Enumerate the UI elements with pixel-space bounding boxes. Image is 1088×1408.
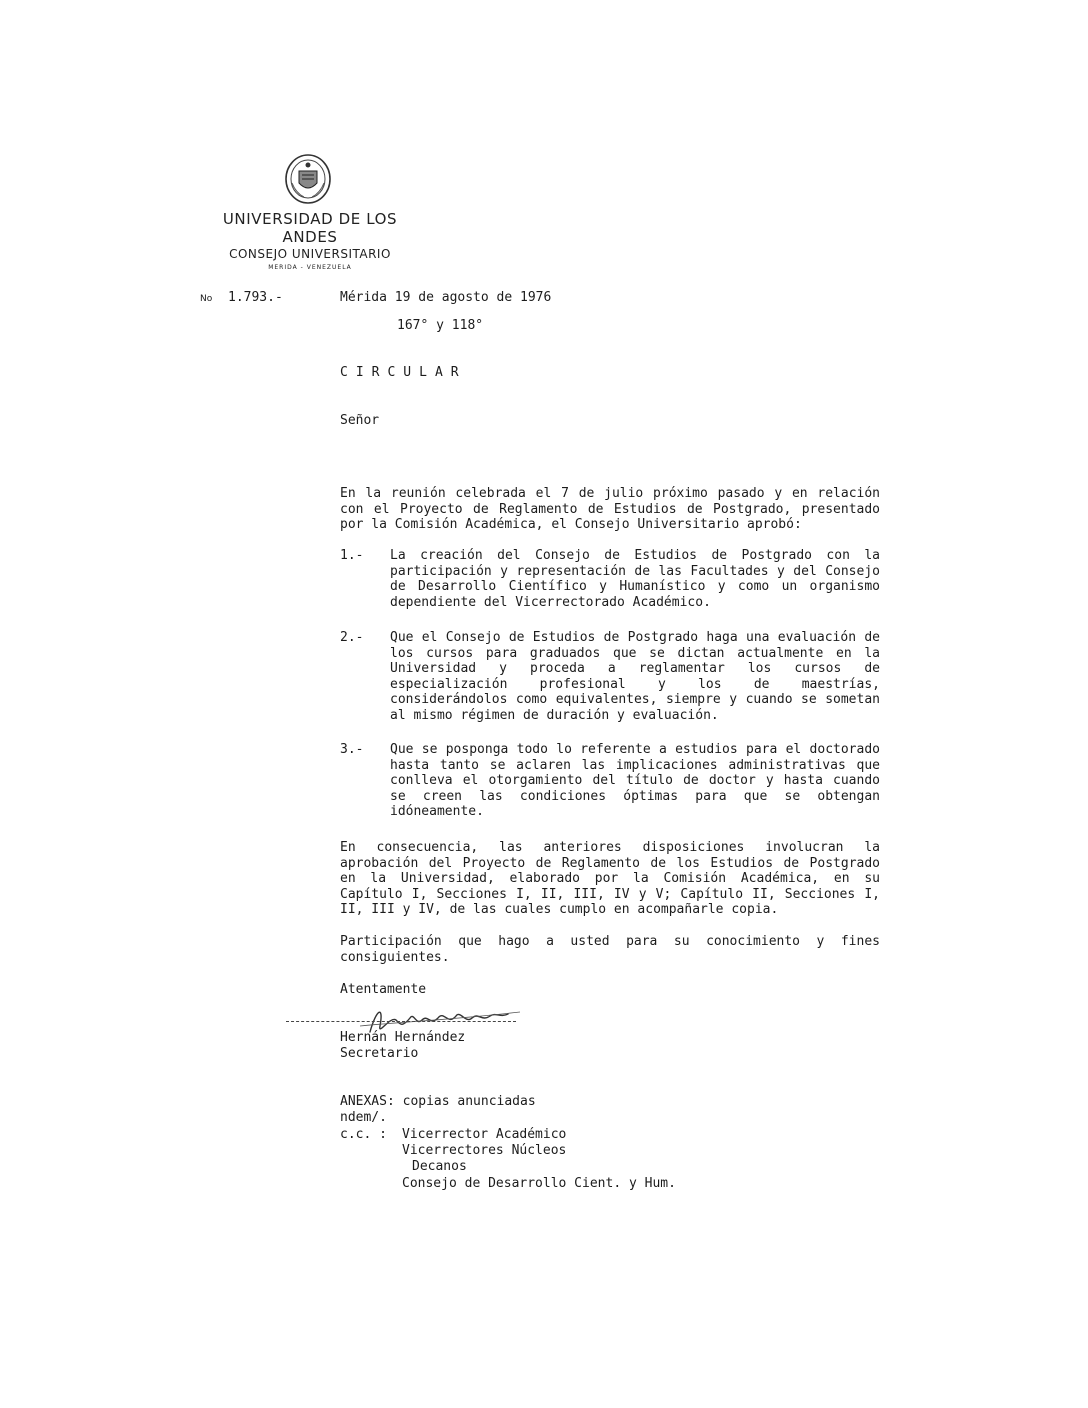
cc-recipient: Decanos xyxy=(412,1159,467,1174)
salutation: Señor xyxy=(340,413,380,428)
item-text: La creación del Consejo de Estudios de Postgrado con la participación y representación de las Facultades y del Consejo de Desarrollo Científico y Humanístico y como un organismo dependiente del Vicerrectorado Académico. xyxy=(390,548,880,610)
regards: Atentamente xyxy=(340,982,427,997)
university-seal-icon xyxy=(284,153,332,205)
initials: ndem/. xyxy=(340,1110,387,1125)
institution-name: UNIVERSIDAD DE LOS ANDES xyxy=(222,210,398,246)
item-text: Que se posponga todo lo referente a estudios para el doctorado hasta tanto se aclaren las implicaciones administrativas que conlleva el otorgamiento del título de doctor y hasta cuando se creen las condiciones óptimas para que se obtengan idóneamente. xyxy=(390,742,880,819)
signatory-name: Hernán Hernández xyxy=(340,1030,466,1045)
item-number: 1.- xyxy=(340,548,364,563)
letterhead xyxy=(200,210,420,274)
place-name: MERIDA - VENEZUELA xyxy=(268,264,352,271)
cc-recipient: Vicerrector Académico xyxy=(402,1127,567,1142)
signatory-title: Secretario xyxy=(340,1046,419,1061)
cc-recipient: Vicerrectores Núcleos xyxy=(402,1143,567,1158)
date-line: Mérida 19 de agosto de 1976 xyxy=(340,290,552,305)
years-line: 167° y 118° xyxy=(397,318,484,333)
council-name: CONSEJO UNIVERSITARIO xyxy=(229,247,391,261)
closing-paragraph: Participación que hago a usted para su conocimiento y fines consiguientes. xyxy=(340,934,880,965)
circular-number: 1.793.- xyxy=(228,290,283,305)
document-type: CIRCULAR xyxy=(340,365,467,380)
annexes: ANEXAS: copias anunciadas xyxy=(340,1094,536,1109)
item-text: Que el Consejo de Estudios de Postgrado haga una evaluación de los cursos para graduados que se dictan actualmente en la Universidad y proceda a reglamentar los cursos de especialización profesional y los de maestrías, considerándolos como equivalentes, siempre y cuando se sometan al mismo régimen de duración y evaluación. xyxy=(390,630,880,723)
number-label: No xyxy=(200,294,213,304)
intro-paragraph: En la reunión celebrada el 7 de julio próximo pasado y en relación con el Proyecto de Reglamento de Estudios de Postgrado, presentado por la Comisión Académica, el Consejo Universitario aprobó: xyxy=(340,486,880,532)
item-number: 2.- xyxy=(340,630,364,645)
item-number: 3.- xyxy=(340,742,364,757)
cc-label: c.c. : xyxy=(340,1127,387,1142)
consequence-paragraph: En consecuencia, las anteriores disposiciones involucran la aprobación del Proyecto de Reglamento de los Estudios de Postgrado en la Universidad, elaborado por la Comisión Académica, en su Capítulo I, Secciones I, II, III, IV y V; Capítulo II, Secciones I, II, III y IV, de las cuales cumplo en acompañarle copia. xyxy=(340,840,880,917)
signature-line xyxy=(286,1021,516,1023)
cc-recipient: Consejo de Desarrollo Cient. y Hum. xyxy=(402,1176,676,1191)
